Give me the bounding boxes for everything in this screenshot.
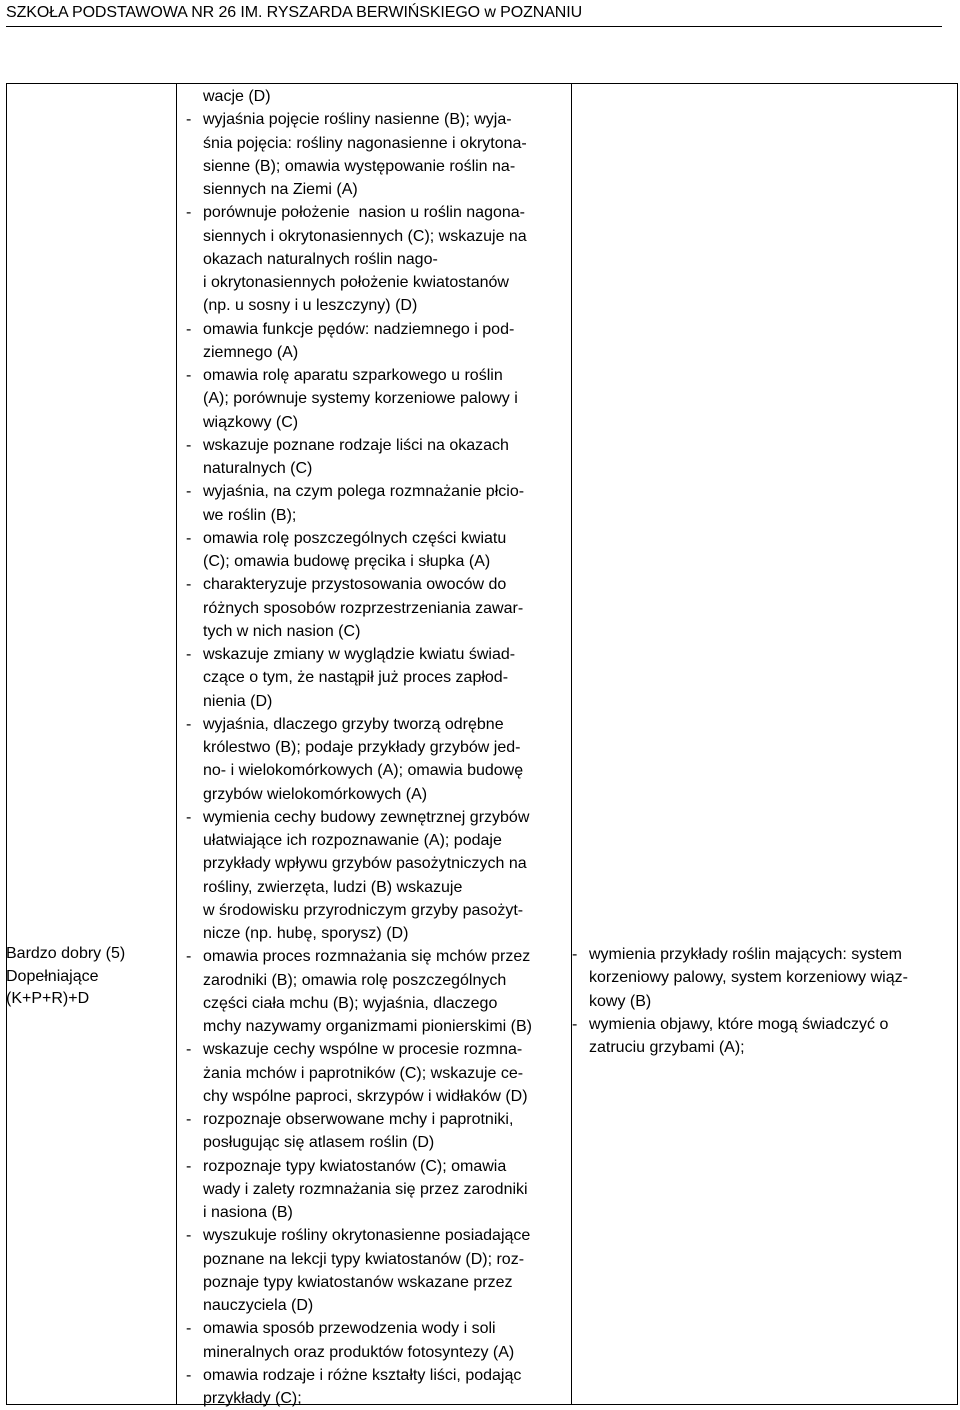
list-item-text: wymienia przykłady roślin mających: system korzeniowy palowy, system korzeniowy wiąz- kowy (B) xyxy=(589,946,908,1010)
list-dash: - xyxy=(186,320,192,338)
list-item-text: omawia rolę poszczególnych części kwiatu (C); omawia budowę pręcika i słupka (A) xyxy=(203,529,507,570)
list-item-text: omawia funkcje pędów: nadziemnego i pod- ziemnego (A) xyxy=(203,320,515,361)
list-item xyxy=(186,573,570,643)
list-item-text: wyjaśnia pojęcie rośliny nasienne (B); wyja- śnia pojęcia: rośliny nagonasienne i okrytona- sienne (B); omawia występowanie roślin na- siennych na Ziemi (A) xyxy=(203,111,527,198)
list-item xyxy=(186,643,570,713)
list-item-text: omawia rodzaje i różne kształty liści, podając przykłady (C); xyxy=(203,1366,522,1407)
page-header-school-name: SZKOŁA PODSTAWOWA NR 26 IM. RYSZARDA BERWIŃSKIEGO w POZNANIU xyxy=(6,4,583,21)
extra-requirements-cell xyxy=(572,84,958,1405)
list-item-text: wymienia objawy, które mogą świadczyć o zatruciu grzybami (A); xyxy=(589,1015,889,1056)
list-item xyxy=(186,1155,570,1225)
list-item xyxy=(186,108,570,201)
level-cell xyxy=(7,84,177,1405)
list-item-text: wymienia cechy budowy zewnętrznej grzybów ułatwiające ich rozpoznawanie (A); podaje przykłady wpływu grzybów pasożytniczych na rośliny, zwierzęta, ludzi (B) wskazuje w środowisku przyrodniczym grzyby pasożyt- nicze (np. hubę, sporysz) (D) xyxy=(203,808,530,942)
list-item xyxy=(186,85,570,108)
list-item-text: wskazuje poznane rodzaje liści na okazach naturalnych (C) xyxy=(203,436,509,477)
list-item-text: wyszukuje rośliny okrytonasienne posiadające poznane na lekcji typy kwiatostanów (D); roz- poznaje typy kwiatostanów wskazane przez nauczyciela (D) xyxy=(203,1227,531,1314)
list-item-text: wacje (D) xyxy=(203,88,271,105)
list-item-text: wskazuje zmiany w wyglądzie kwiatu świad- czące o tym, że nastąpił już proces zapłod- nienia (D) xyxy=(203,646,516,710)
list-item xyxy=(186,201,570,317)
list-dash: - xyxy=(186,646,192,663)
list-item-text: wyjaśnia, dlaczego grzyby tworzą odrębne królestwo (B); podaje przykłady grzybów jed- no- i wielokomórkowych (A); omawia budowę grzybów wielokomórkowych (A) xyxy=(203,715,524,803)
grade-level-label xyxy=(6,943,171,1011)
header-divider xyxy=(6,26,942,27)
list-dash: - xyxy=(186,367,192,384)
list-item xyxy=(186,1038,570,1108)
list-dash: - xyxy=(186,1227,192,1245)
list-dash: - xyxy=(186,1320,192,1338)
grade-category: Dopełniające xyxy=(6,967,99,985)
list-item-text: charakteryzuje przystosowania owoców do różnych sposobów rozprzestrzeniania zawar- tych w nich nasion (C) xyxy=(203,576,524,640)
list-dash: - xyxy=(186,1366,192,1384)
list-item-text: omawia proces rozmnażania się mchów przez zarodniki (B); omawia rolę poszczególnych części ciała mchu (B); wyjaśnia, dlaczego mchy nazywamy organizmami pionierskimi (B) xyxy=(203,948,532,1035)
list-item xyxy=(572,943,956,1013)
list-item xyxy=(186,1364,570,1410)
requirements-list xyxy=(186,85,570,1410)
list-item-text: omawia sposób przewodzenia wody i soli mineralnych oraz produktów fotosyntezy (A) xyxy=(203,1320,515,1361)
list-dash: - xyxy=(186,948,192,966)
list-dash: - xyxy=(186,576,192,594)
list-dash: - xyxy=(186,111,192,129)
list-item-text: rozpoznaje typy kwiatostanów (C); omawia wady i zalety rozmnażania się przez zarodniki i nasiona (B) xyxy=(203,1157,528,1221)
list-item xyxy=(186,806,570,946)
list-item-text: omawia rolę aparatu szparkowego u roślin (A); porównuje systemy korzeniowe palowy i wiązkowy (C) xyxy=(203,367,518,431)
list-item xyxy=(186,480,570,527)
list-dash xyxy=(186,85,203,108)
list-dash: - xyxy=(572,946,578,963)
list-dash: - xyxy=(186,1157,192,1175)
list-item xyxy=(186,1317,570,1364)
list-dash: - xyxy=(186,808,192,826)
list-dash: - xyxy=(186,529,192,547)
list-item xyxy=(186,434,570,481)
list-item-text: wskazuje cechy wspólne w procesie rozmna- żania mchów i paprotników (C); wskazuje ce- chy wspólne paproci, skrzypów i widłaków (D) xyxy=(203,1041,528,1105)
list-dash: - xyxy=(186,436,192,454)
list-item-text: porównuje położenie nasion u roślin nagona- siennych i okrytonasiennych (C); wskazuje na okazach naturalnych roślin nago- i okrytonasiennych położenie kwiatostanów (np. u sosny i u leszczyny) (D) xyxy=(203,204,527,315)
list-dash: - xyxy=(572,1015,578,1033)
list-dash: - xyxy=(186,1041,192,1059)
list-dash: - xyxy=(186,1111,192,1128)
list-item xyxy=(186,318,570,365)
list-item xyxy=(186,713,570,806)
list-item xyxy=(186,945,570,1038)
list-item xyxy=(572,1013,956,1060)
list-item-text: rozpoznaje obserwowane mchy i paprotniki, posługując się atlasem roślin (D) xyxy=(203,1111,514,1152)
list-dash: - xyxy=(186,204,192,222)
list-item xyxy=(186,527,570,574)
list-item xyxy=(186,1108,570,1155)
list-item-text: wyjaśnia, na czym polega rozmnażanie płcio- we roślin (B); xyxy=(203,483,525,524)
list-item xyxy=(186,364,570,434)
grade-formula: (K+P+R)+D xyxy=(6,990,90,1008)
list-item xyxy=(186,1224,570,1317)
extra-requirements-list xyxy=(572,943,956,1059)
list-dash: - xyxy=(186,483,192,501)
list-dash: - xyxy=(186,715,192,733)
grade-name: Bardzo dobry (5) xyxy=(6,945,126,962)
